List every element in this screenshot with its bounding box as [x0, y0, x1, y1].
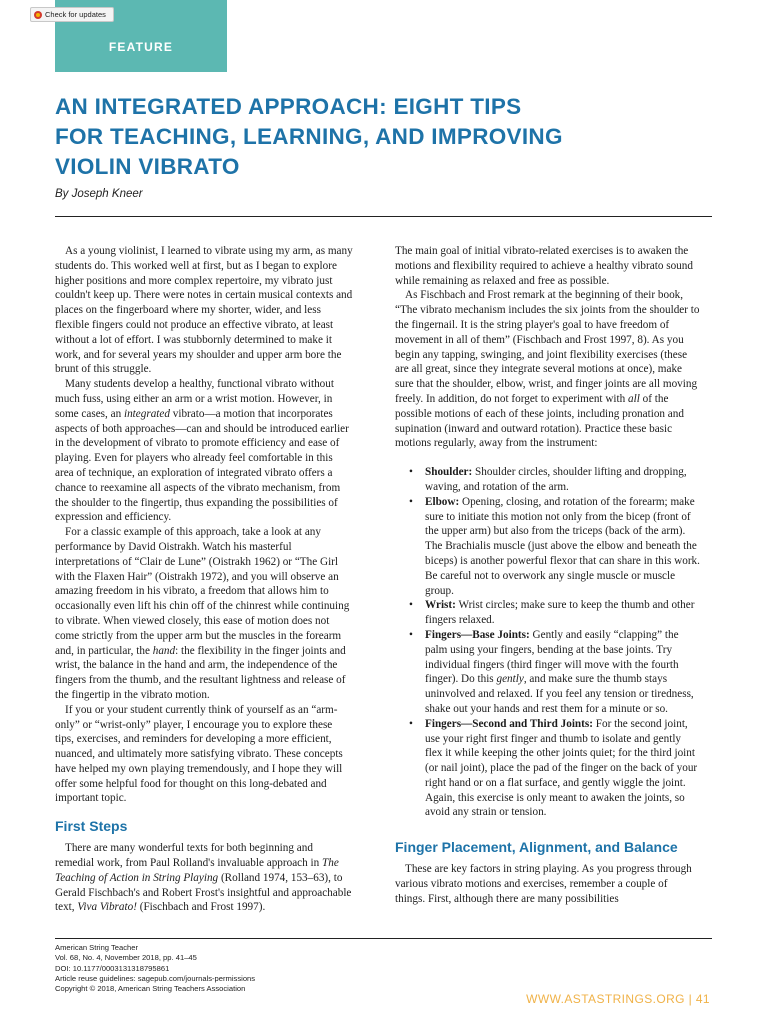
- volume-info: Vol. 68, No. 4, November 2018, pp. 41–45: [55, 953, 197, 963]
- paragraph: As a young violinist, I learned to vibrate using my arm, as many students do. This worked well at first, but as I began to explore higher positions and more complex repertoire, my vibrato just couldn't keep up. There were notes in certain musical contexts and places on the fingerboard where my shorter, wider, and less flexible fingers could not produce an effective vibrato, at least without a lot of effort. I was stubbornly determined to make it work, and for several years my shoulder and upper arm bore the brunt of this struggle.: [55, 245, 353, 376]
- list-item: • Fingers—Second and Third Joints: For the second joint, use your right first finger and thumb to isolate and gently flex it while keeping the other joints quiet; for the third joint (or nail joint), place the pad of the finger on the back of your right hand or on a flat surface, and gently wiggle the joint. Again, this exercise is only meant to awaken the joints, so avoid any strain or tension.: [395, 717, 700, 821]
- paragraph: For a classic example of this approach, take a look at any performance by David Oistrakh. Watch his masterful interpretations of “Clair de Lune” (Oistrakh 1962) or “The Girl with the Flaxen Hair” (Oistrakh 1972), and you will observe an amazing freedom in his vibrato, a freedom that allows him to occasionally even lift his chin off of the chinrest while continuing to vibrate. When viewed closely, this ease of motion does not come strictly from the upper arm but the muscles in the forearm and, in particular, the hand: the flexibility in the finger joints and wrist, the balance in the hand and arm, the independence of the fingers from the thumb, and the resultant lightness and release of the fingertip in the vibrato motion.: [55, 526, 350, 701]
- paragraph: Many students develop a healthy, functional vibrato without much fuss, using either an arm or a wrist motion. However, in some cases, an integrated vibrato—a motion that incorporates aspects of both approaches—can and should be introduced earlier in the development of vibrato to promote efficiency and ease of playing. Even for players who already feel comfortable in this area of technique, an exploration of integrated vibrato offers a chance to reexamine all aspects of the vibrato mechanism, from the shoulder to the fingertip, thus expanding the possibilities of expression and efficiency.: [55, 378, 349, 524]
- title-line-2: FOR TEACHING, LEARNING, AND IMPROVING: [55, 124, 563, 149]
- check-for-updates-label: Check for updates: [45, 10, 106, 19]
- footer-divider: [55, 938, 712, 939]
- title-line-1: AN INTEGRATED APPROACH: EIGHT TIPS: [55, 94, 522, 119]
- byline: By Joseph Kneer: [55, 188, 143, 200]
- section-heading-first-steps: First Steps: [55, 818, 128, 835]
- list-item: • Fingers—Base Joints: Gently and easily “clapping” the palm using your fingers, bending at the base joints. Try individual fingers (third finger will move with the fourth finger). Do this gently, and make sure the thumb stays uninvolved and relaxed. If you feel any tension or tiredness, shake out your hands and rest them for a minute or so.: [395, 628, 700, 717]
- section-heading-finger-placement: Finger Placement, Alignment, and Balance: [395, 839, 678, 856]
- site-page-number: WWW.ASTASTRINGS.ORG | 41: [526, 992, 710, 1006]
- list-item: • Elbow: Opening, closing, and rotation of the forearm; make sure to initiate this motion not only from the bicep (front of the upper arm) but also from the triceps (back of the arm). The Brachialis muscle (just above the elbow and beneath the biceps) is another powerful flexor that can share in this work. Be careful not to overwork any single muscle or muscle group.: [395, 495, 700, 599]
- title-line-3: VIOLIN VIBRATO: [55, 154, 240, 179]
- column-left: [55, 244, 353, 915]
- reuse-guidelines: Article reuse guidelines: sagepub.com/journals-permissions: [55, 973, 256, 983]
- section-label: FEATURE: [108, 40, 174, 54]
- check-for-updates-button[interactable]: [30, 7, 114, 22]
- list-item: • Wrist: Wrist circles; make sure to keep the thumb and other fingers relaxed.: [395, 598, 700, 628]
- doi: DOI: 10.1177/0003131318795861: [55, 963, 170, 973]
- paragraph: As Fischbach and Frost remark at the beginning of their book, “The vibrato mechanism includes the six joints from the shoulder to the fingernail. It is the string player's goal to have freedom of movement in all of them” (Fischbach and Frost 1997, 8). As you begin any tapping, swinging, and joint flexibility exercises (these are all great, since they integrate several motions at once), make sure that the shoulder, elbow, wrist, and finger joints are all moving freely. In addition, do not forget to experiment with all of the possible motions of each of these joints, including pronation and supination (inward and outward rotation). Practice these basic motions regularly, away from the instrument:: [395, 289, 700, 450]
- journal-name: American String Teacher: [55, 943, 139, 952]
- motion-list: [395, 465, 700, 820]
- paragraph: There are many wonderful texts for both beginning and remedial work, from Paul Rolland's invaluable approach in The Teaching of Action in String Playing (Rolland 1974, 153–63), to Gerald Fischbach's and Robert Frost's insightful and approachable text, Viva Vibrato! (Fischbach and Frost 1997).: [55, 842, 352, 914]
- footer-citation: [55, 943, 255, 994]
- article-title: [55, 92, 735, 182]
- column-right: [395, 244, 700, 907]
- crossmark-icon: [34, 11, 42, 19]
- paragraph: If you or your student currently think of yourself as an “arm-only” or “wrist-only” player, I encourage you to explore these tips, exercises, and reminders for developing a more efficient, nuanced, and ultimately more satisfying vibrato. These concepts have helped my own playing tremendously, and I hope they will offer some helpful food for thought on this long-debated and important topic.: [55, 703, 343, 805]
- title-divider: [55, 216, 712, 217]
- paragraph: These are key factors in string playing. As you progress through various vibrato motions and exercises, remember a couple of things. First, although there are many possibilities: [395, 863, 692, 905]
- copyright: Copyright © 2018, American String Teachers Association: [55, 984, 246, 994]
- paragraph: The main goal of initial vibrato-related exercises is to awaken the motions and flexibility required to achieve a healthy vibrato sound while remaining as relaxed and free as possible.: [395, 245, 693, 287]
- list-item: • Shoulder: Shoulder circles, shoulder lifting and dropping, waving, and rotation of the arm.: [395, 465, 700, 495]
